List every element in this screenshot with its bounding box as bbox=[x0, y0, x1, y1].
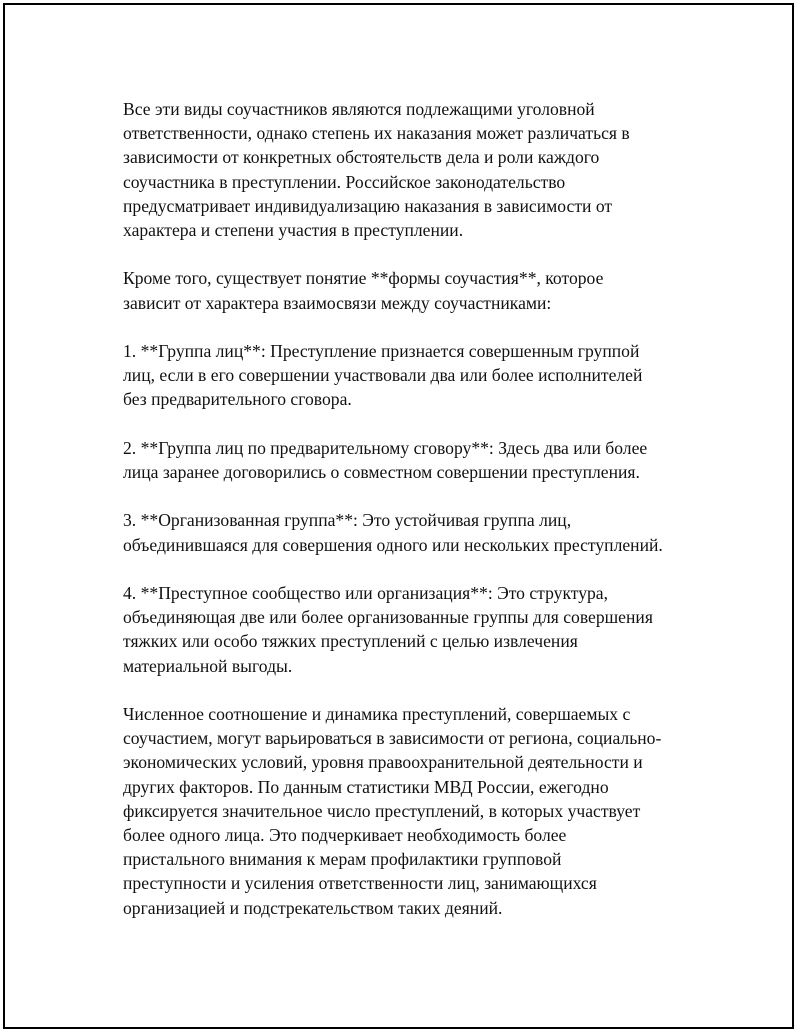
paragraph-sentencing-individualization: Все эти виды соучастников являются подлежащими уголовной ответственности, однако степень их наказания может различаться в зависимости от конкретных обстоятельств дела и роли каждого соучастника в преступлении. Российское законодательство предусматривает индивидуализацию наказания в зависимости от характера и степени участия в преступлении. bbox=[123, 99, 630, 241]
document-body bbox=[123, 97, 693, 920]
paragraph-forms-of-complicity-intro: Кроме того, существует понятие **формы соучастия**, которое зависит от характера взаимосвязи между соучастниками: bbox=[123, 268, 604, 313]
page-frame bbox=[3, 3, 794, 1029]
list-item-criminal-community: 4. **Преступное сообщество или организация**: Это структура, объединяющая две или более организованные группы для совершения тяжких или особо тяжких преступлений с целью извлечения материальной выгоды. bbox=[123, 582, 653, 676]
paragraph-statistics: Численное соотношение и динамика преступлений, совершаемых с соучастием, могут варьироваться в зависимости от региона, социально- экономических условий, уровня правоохранительной деятельности и других факторов. По данным статистики МВД России, ежегодно фиксируется значительное число преступлений, в которых участвует более одного лица. Это подчеркивает необходимость более пристального внимания к мерам профилактики групповой преступности и усиления ответственности лиц, занимающихся организацией и подстрекательством таких деяний. bbox=[123, 703, 662, 918]
list-item-organized-group: 3. **Организованная группа**: Это устойчивая группа лиц, объединившаяся для совершения одного или нескольких преступлений. bbox=[123, 510, 663, 555]
list-item-prior-conspiracy-group: 2. **Группа лиц по предварительному сговору**: Здесь два или более лица заранее договорились о совместном совершении преступления. bbox=[123, 437, 648, 482]
list-item-group-of-persons: 1. **Группа лиц**: Преступление признается совершенным группой лиц, если в его совершении участвовали два или более исполнителей без предварительного сговора. bbox=[123, 341, 643, 410]
